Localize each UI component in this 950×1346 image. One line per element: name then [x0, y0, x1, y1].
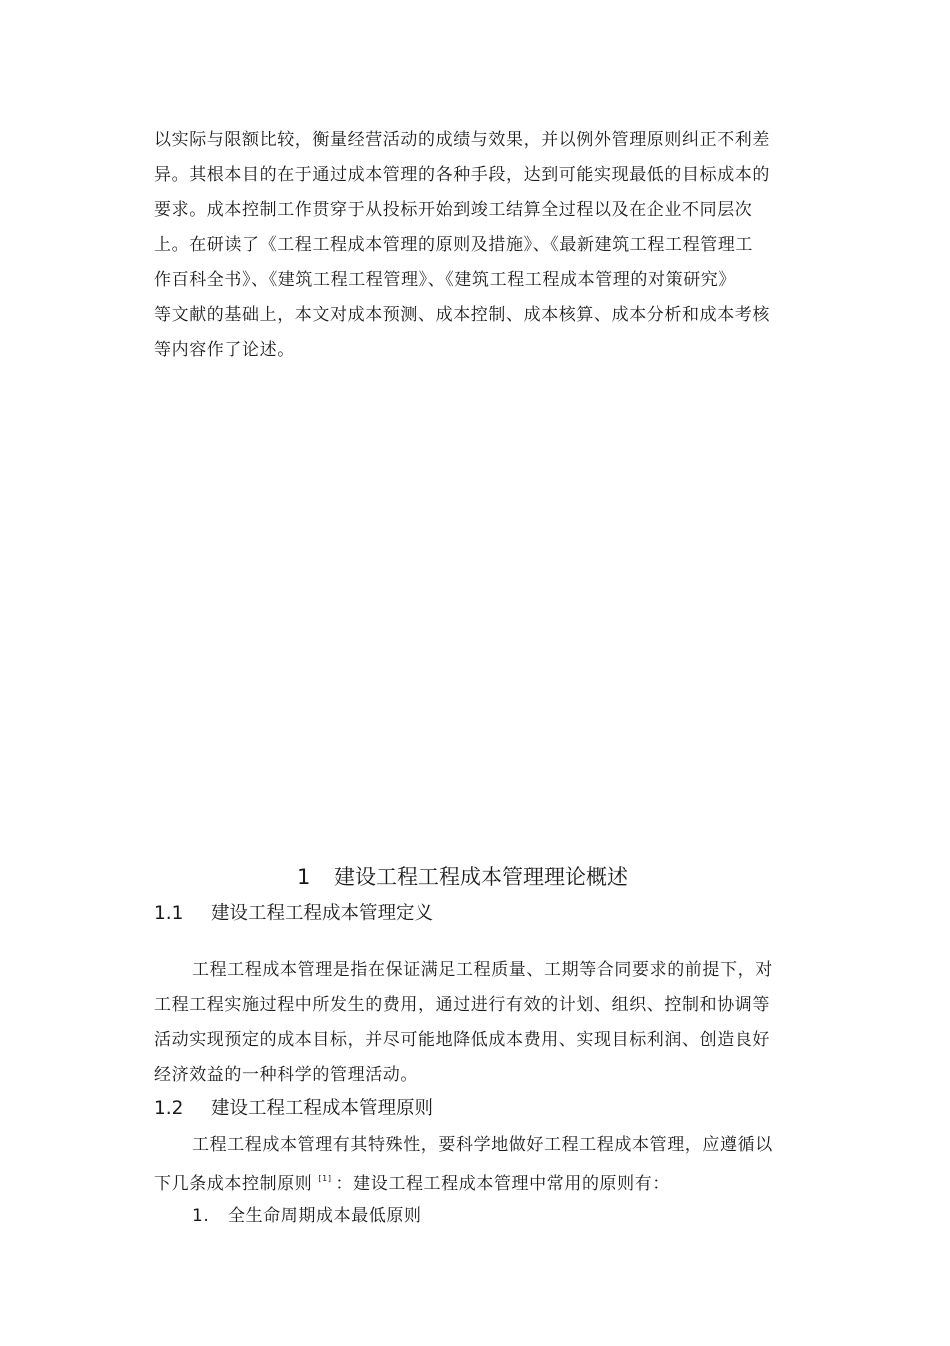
intro-line-5: 作百科全书》、《建筑工程工程管理》、《建筑工程工程成本管理的对策研究》	[154, 270, 736, 290]
section-1-2-line-2-after: ：建设工程工程成本管理中常用的原则有：	[335, 1174, 670, 1194]
list-item-1-text: 全生命周期成本最低原则	[228, 1206, 422, 1226]
intro-line-7: 等内容作了论述。	[154, 340, 295, 360]
intro-line-3: 要求。成本控制工作贯穿于从投标开始到竣工结算全过程以及在企业不同层次	[154, 200, 753, 220]
section-1-2-title: 建设工程工程成本管理原则	[211, 1098, 434, 1119]
citation-link[interactable]: [1]	[318, 1174, 332, 1183]
chapter-title: 建设工程工程成本管理理论概述	[334, 865, 628, 889]
section-1-2-heading	[154, 1097, 433, 1121]
section-1-1-title: 建设工程工程成本管理定义	[211, 903, 434, 924]
section-1-2-number: 1.2	[154, 1098, 184, 1119]
intro-line-1: 以实际与限额比较，衡量经营活动的成绩与效果，并以例外管理原则纠正不利差	[154, 130, 770, 150]
intro-line-4: 上。在研读了《工程工程成本管理的原则及措施》、《最新建筑工程工程管理工	[154, 235, 753, 255]
chapter-heading	[297, 864, 628, 890]
section-1-2-line-1: 工程工程成本管理有其特殊性，要科学地做好工程工程成本管理，应遵循以	[192, 1135, 773, 1155]
section-1-1-heading	[154, 902, 433, 926]
section-1-1-line-1: 工程工程成本管理是指在保证满足工程质量、工期等合同要求的前提下，对	[192, 960, 773, 980]
section-1-2-line-2-before: 下几条成本控制原则	[154, 1174, 313, 1194]
section-1-1-line-4: 经济效益的一种科学的管理活动。	[154, 1065, 418, 1085]
intro-line-6: 等文献的基础上，本文对成本预测、成本控制、成本核算、成本分析和成本考核	[154, 305, 770, 325]
chapter-number: 1	[297, 865, 311, 889]
list-item-1-number: 1.	[192, 1206, 210, 1226]
section-1-2-line-2	[154, 1168, 670, 1195]
section-1-1-line-3: 活动实现预定的成本目标，并尽可能地降低成本费用、实现目标利润、创造良好	[154, 1030, 770, 1050]
section-1-1-number: 1.1	[154, 903, 184, 924]
intro-line-2: 异。其根本目的在于通过成本管理的各种手段，达到可能实现最低的目标成本的	[154, 165, 770, 185]
list-item-1	[192, 1205, 422, 1227]
section-1-1-line-2: 工程工程实施过程中所发生的费用，通过进行有效的计划、组织、控制和协调等	[154, 995, 770, 1015]
